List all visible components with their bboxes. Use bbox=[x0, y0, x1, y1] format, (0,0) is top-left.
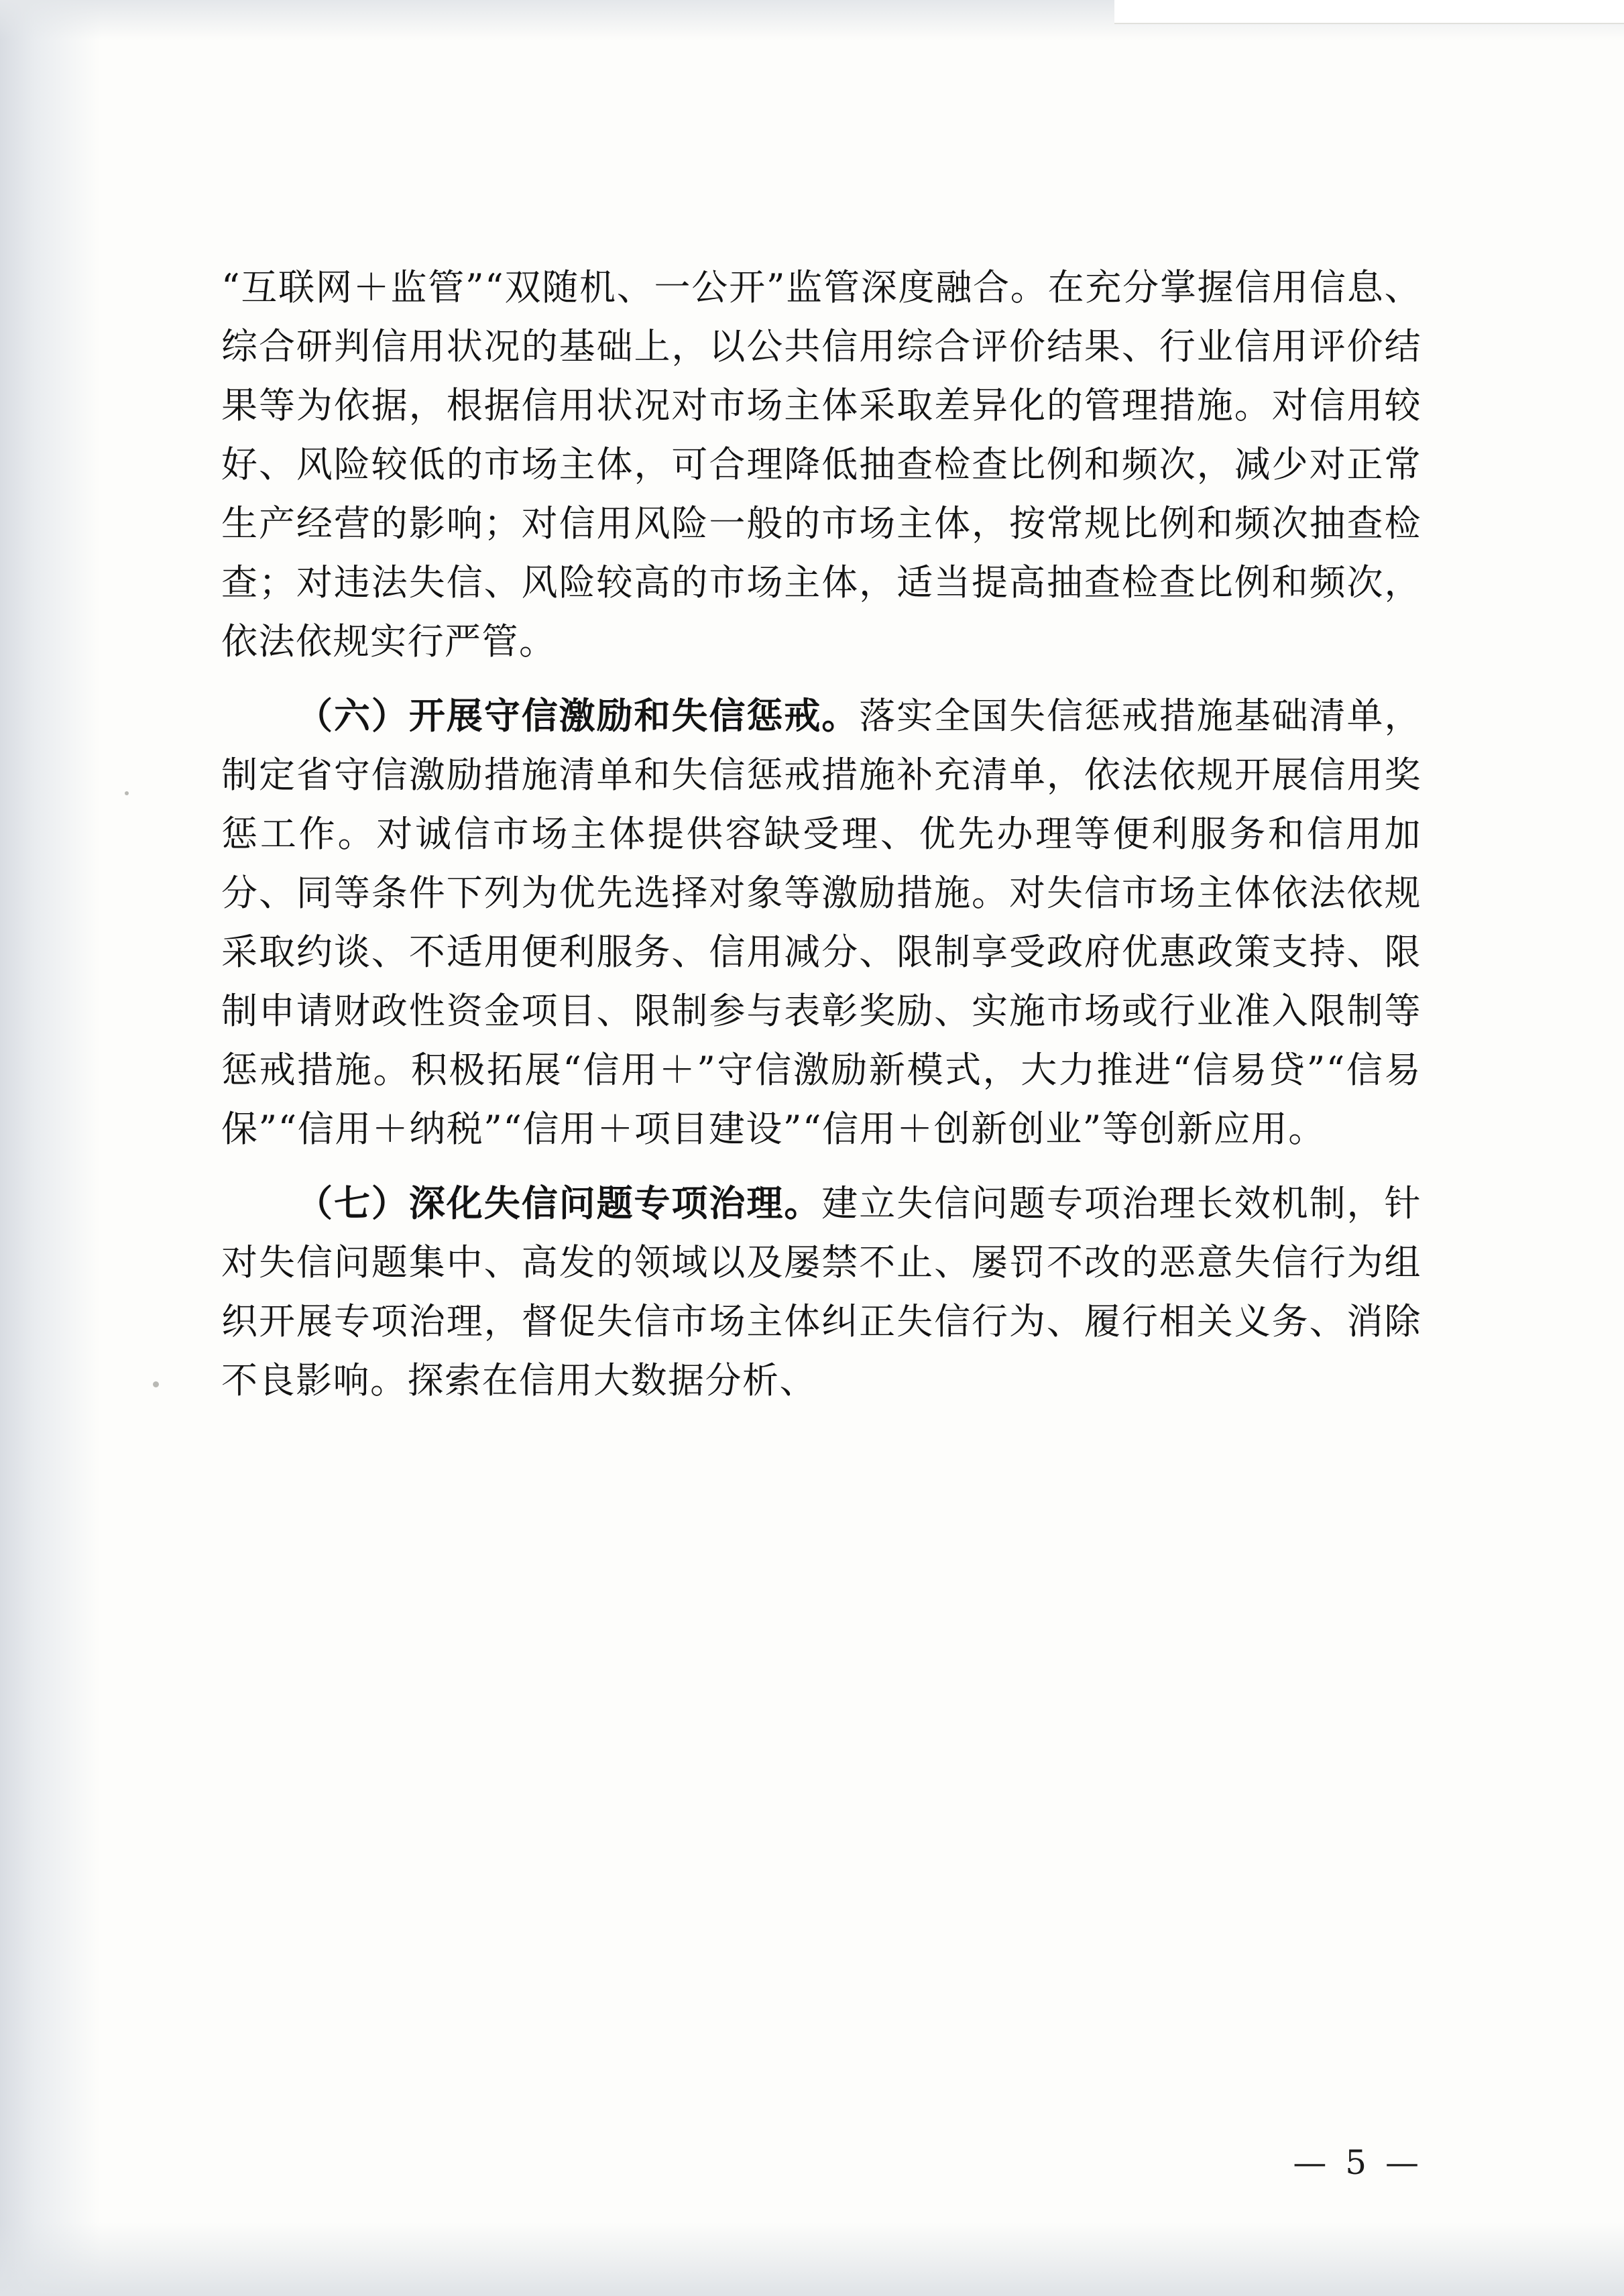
section-seven-heading: （七）深化失信问题专项治理。 bbox=[296, 1182, 822, 1224]
scan-edge-shading-top bbox=[0, 0, 1624, 40]
paragraph-continued bbox=[221, 258, 1422, 671]
section-six-text: 落实全国失信惩戒措施基础清单，制定省守信激励措施清单和失信惩戒措施补充清单，依法依规开展信用奖惩工作。对诚信市场主体提供容缺受理、优先办理等便利服务和信用加分、同等条件下列为优先选择对象等激励措施。对失信市场主体依法依规采取约谈、不适用便利服务、信用减分、限制享受政府优惠政策支持、限制申请财政性资金项目、限制参与表彰奖励、实施市场或行业准入限制等惩戒措施。积极拓展“信用＋”守信激励新模式，大力推进“信易贷”“信易保”“信用＋纳税”“信用＋项目建设”“信用＋创新创业”等创新应用。 bbox=[221, 695, 1422, 1150]
page-number: — 5 — bbox=[1293, 2143, 1423, 2182]
section-six-heading: （六）开展守信激励和失信惩戒。 bbox=[296, 694, 860, 737]
document-body bbox=[221, 258, 1422, 1413]
section-seven-text: 建立失信问题专项治理长效机制，针对失信问题集中、高发的领域以及屡禁不止、屡罚不改的恶意失信行为组织开展专项治理，督促失信市场主体纠正失信行为、履行相关义务、消除不良影响。探索在信用大数据分析、 bbox=[221, 1182, 1422, 1401]
paragraph-section-seven bbox=[221, 1173, 1422, 1410]
scan-speck bbox=[125, 791, 129, 795]
scan-edge-shading-bottom bbox=[0, 2222, 1624, 2296]
scan-edge-highlight-top-right bbox=[1114, 0, 1624, 24]
paragraph-text: “互联网＋监管”“双随机、一公开”监管深度融合。在充分掌握信用信息、综合研判信用状况的基础上，以公共信用综合评价结果、行业信用评价结果等为依据，根据信用状况对市场主体采取差异化的管理措施。对信用较好、风险较低的市场主体，可合理降低抽查检查比例和频次，减少对正常生产经营的影响；对信用风险一般的市场主体，按常规比例和频次抽查检查；对违法失信、风险较高的市场主体，适当提高抽查检查比例和频次，依法依规实行严管。 bbox=[221, 266, 1422, 663]
scan-speck bbox=[153, 1381, 159, 1387]
scan-edge-shading-left bbox=[0, 0, 101, 2296]
paragraph-section-six bbox=[221, 686, 1422, 1159]
